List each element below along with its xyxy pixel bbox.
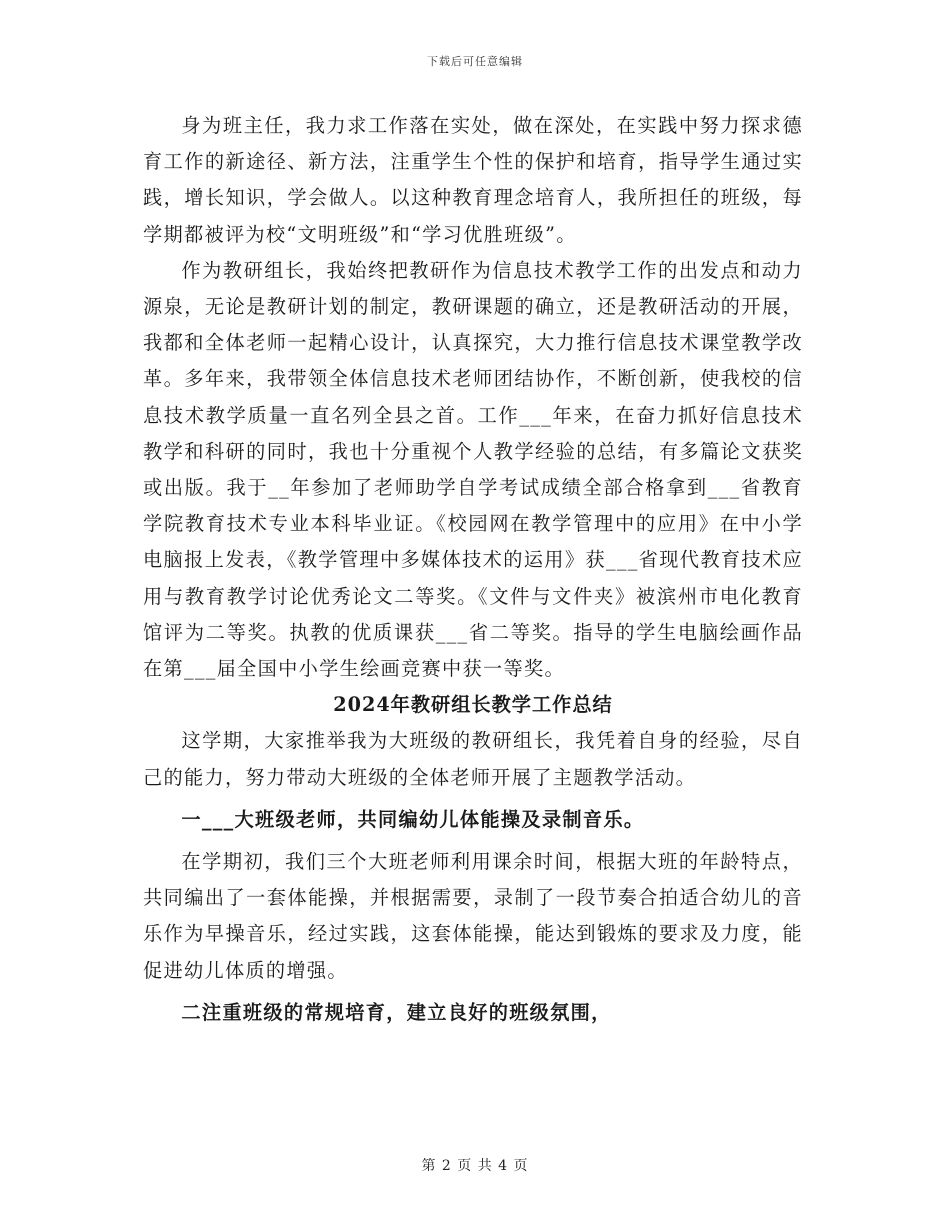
paragraph-head-teacher: 身为班主任，我力求工作落在实处，做在深处，在实践中努力探求德育工作的新途径、新方法，注重学生个性的保护和培育，指导学生通过实践，增长知识，学会做人。以这种教育理念培育人，我所担任的班级，每学期都被评为校“文明班级”和“学习优胜班级”。 — [143, 114, 803, 246]
page-number: 第 2 页 共 4 页 — [421, 1158, 529, 1174]
paragraph-intro: 这学期，大家推举我为大班级的教研组长，我凭着自身的经验，尽自己的能力，努力带动大班级的全体老师开展了主题教学活动。 — [143, 729, 803, 789]
section-heading-2: 二注重班级的常规培育，建立良好的班级氛围， — [181, 1000, 612, 1024]
document-body — [143, 108, 803, 1031]
document-title: 2024年教研组长教学工作总结 — [333, 693, 613, 717]
paragraph-fitness-exercise: 在学期初，我们三个大班老师利用课余时间，根据大班的年龄特点，共同编出了一套体能操，并根据需要，录制了一段节奏合拍适合幼儿的音乐作为早操音乐，经过实践，这套体能操，能达到锻炼的要求及力度，能促进幼儿体质的增强。 — [143, 850, 803, 982]
paragraph-teaching-research: 作为教研组长，我始终把教研作为信息技术教学工作的出发点和动力源泉，无论是教研计划的制定，教研课题的确立，还是教研活动的开展，我都和全体老师一起精心设计，认真探究，大力推行信息技术课堂教学改革。多年来，我带领全体信息技术老师团结协作，不断创新，使我校的信息技术教学质量一直名列全县之首。工作___年来，在奋力抓好信息技术教学和科研的同时，我也十分重视个人教学经验的总结，有多篇论文获奖或出版。我于__年参加了老师助学自学考试成绩全部合格拿到___省教育学院教育技术专业本科毕业证。《校园网在教学管理中的应用》在中小学电脑报上发表，《教学管理中多媒体技术的运用》获___省现代教育技术应用与教育教学讨论优秀论文二等奖。《文件与文件夹》被滨州市电化教育馆评为二等奖。执教的优质课获___省二等奖。指导的学生电脑绘画作品在第___届全国中小学生绘画竞赛中获一等奖。 — [143, 258, 803, 681]
section-heading-1: 一___大班级老师，共同编幼儿体能操及录制音乐。 — [181, 807, 645, 831]
header-note: 下载后可任意编辑 — [427, 55, 523, 68]
